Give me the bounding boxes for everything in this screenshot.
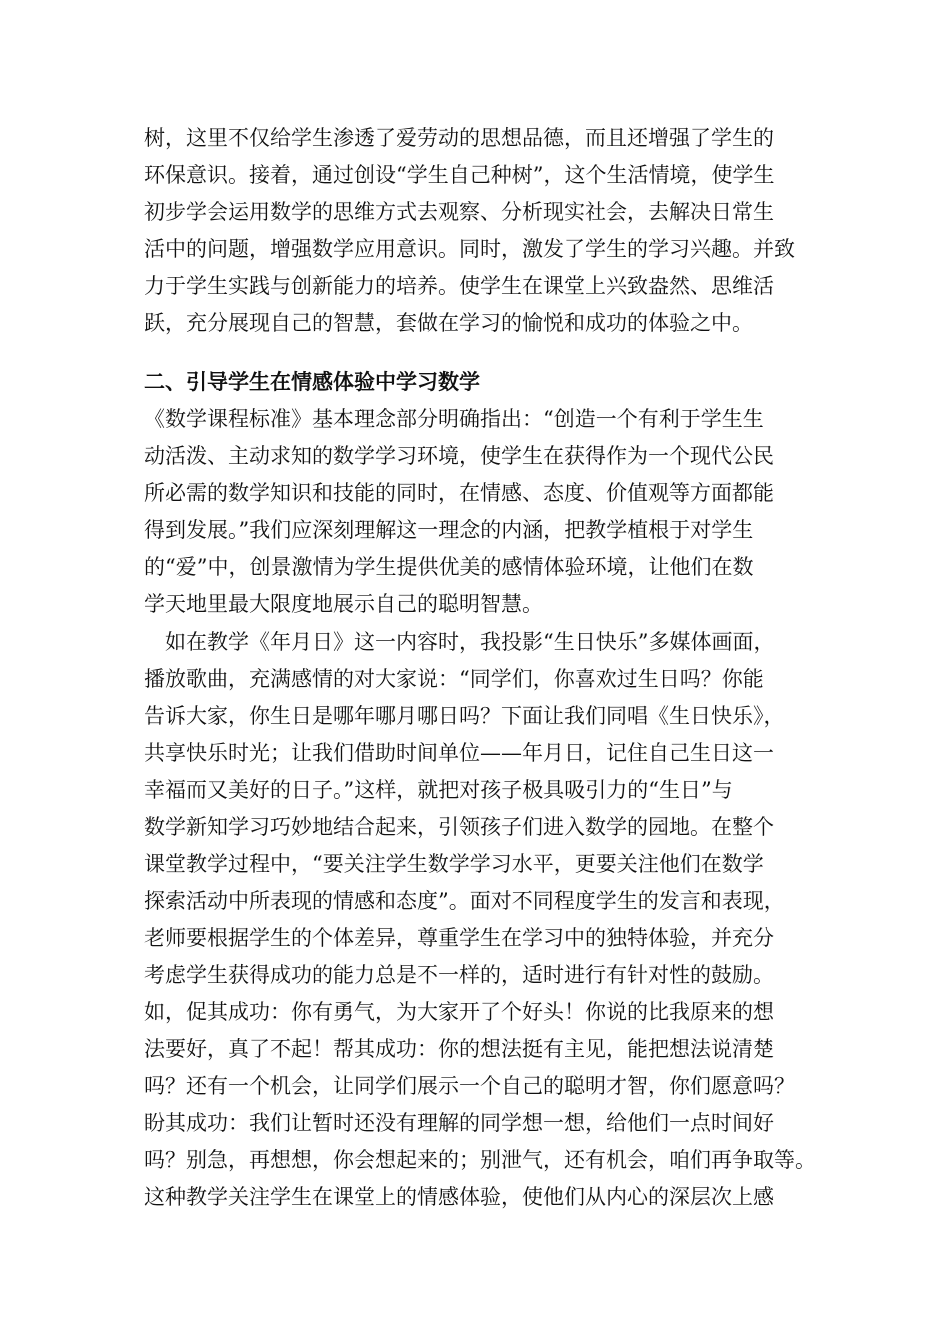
text-line: 告诉大家，你生日是哪年哪月哪日吗？下面让我们同唱《生日快乐》， bbox=[144, 704, 785, 728]
text-line: 播放歌曲，充满感情的对大家说：“同学们，你喜欢过生日吗？你能 bbox=[144, 667, 764, 691]
text-line: 数学新知学习巧妙地结合起来，引领孩子们进入数学的园地。在整个 bbox=[144, 815, 774, 839]
text-line: 活中的问题，增强数学应用意识。同时，激发了学生的学习兴趣。并致 bbox=[144, 237, 795, 261]
text-line: 法要好，真了不起！帮其成功：你的想法挺有主见，能把想法说清楚 bbox=[144, 1037, 774, 1061]
text-line: 幸福而又美好的日子。”这样，就把对孩子极具吸引力的“生日”与 bbox=[144, 778, 733, 802]
text-line: 如在教学《年月日》这一内容时，我投影“生日快乐”多媒体画面， bbox=[144, 630, 775, 654]
text-line: 所必需的数学知识和技能的同时，在情感、态度、价值观等方面都能 bbox=[144, 481, 774, 505]
text-line: 树，这里不仅给学生渗透了爱劳动的思想品德，而且还增强了学生的 bbox=[144, 126, 774, 150]
text-line: 老师要根据学生的个体差异，尊重学生在学习中的独特体验，并充分 bbox=[144, 926, 774, 950]
text-line: 课堂教学过程中，“要关注学生数学学习水平，更要关注他们在数学 bbox=[144, 852, 764, 876]
text-line: 探索活动中所表现的情感和态度”。面对不同程度学生的发言和表现， bbox=[144, 889, 785, 913]
text-line: 如，促其成功：你有勇气，为大家开了个好头！你说的比我原来的想 bbox=[144, 1000, 774, 1024]
text-line: 吗？还有一个机会，让同学们展示一个自己的聪明才智，你们愿意吗？ bbox=[144, 1074, 795, 1098]
text-line: 学天地里最大限度地展示自己的聪明智慧。 bbox=[144, 592, 543, 616]
text-line: 《数学课程标准》基本理念部分明确指出：“创造一个有利于学生生 bbox=[144, 407, 764, 431]
text-line: 得到发展。”我们应深刻理解这一理念的内涵，把教学植根于对学生 bbox=[144, 518, 754, 542]
text-line: 考虑学生获得成功的能力总是不一样的，适时进行有针对性的鼓励。 bbox=[144, 963, 774, 987]
text-line: 这种教学关注学生在课堂上的情感体验，使他们从内心的深层次上感 bbox=[144, 1185, 774, 1209]
heading-text: 二、引导学生在情感体验中学习数学 bbox=[144, 370, 480, 394]
text-line: 力于学生实践与创新能力的培养。使学生在课堂上兴致盎然、思维活 bbox=[144, 274, 774, 298]
text-line: 动活泼、主动求知的数学学习环境，使学生在获得作为一个现代公民 bbox=[144, 444, 774, 468]
text-line: 盼其成功：我们让暂时还没有理解的同学想一想，给他们一点时间好 bbox=[144, 1111, 774, 1135]
text-line: 共享快乐时光；让我们借助时间单位——年月日，记住自己生日这一 bbox=[144, 741, 774, 765]
text-line: 初步学会运用数学的思维方式去观察、分析现实社会，去解决日常生 bbox=[144, 200, 774, 224]
text-line: 吗？别急，再想想，你会想起来的；别泄气，还有机会，咱们再争取等。 bbox=[144, 1148, 816, 1172]
text-line: 的“爱”中，创景激情为学生提供优美的感情体验环境，让他们在数 bbox=[144, 555, 754, 579]
text-line: 环保意识。接着，通过创设“学生自己种树”，这个生活情境，使学生 bbox=[144, 163, 775, 187]
text-line: 跃，充分展现自己的智慧，套做在学习的愉悦和成功的体验之中。 bbox=[144, 311, 753, 335]
